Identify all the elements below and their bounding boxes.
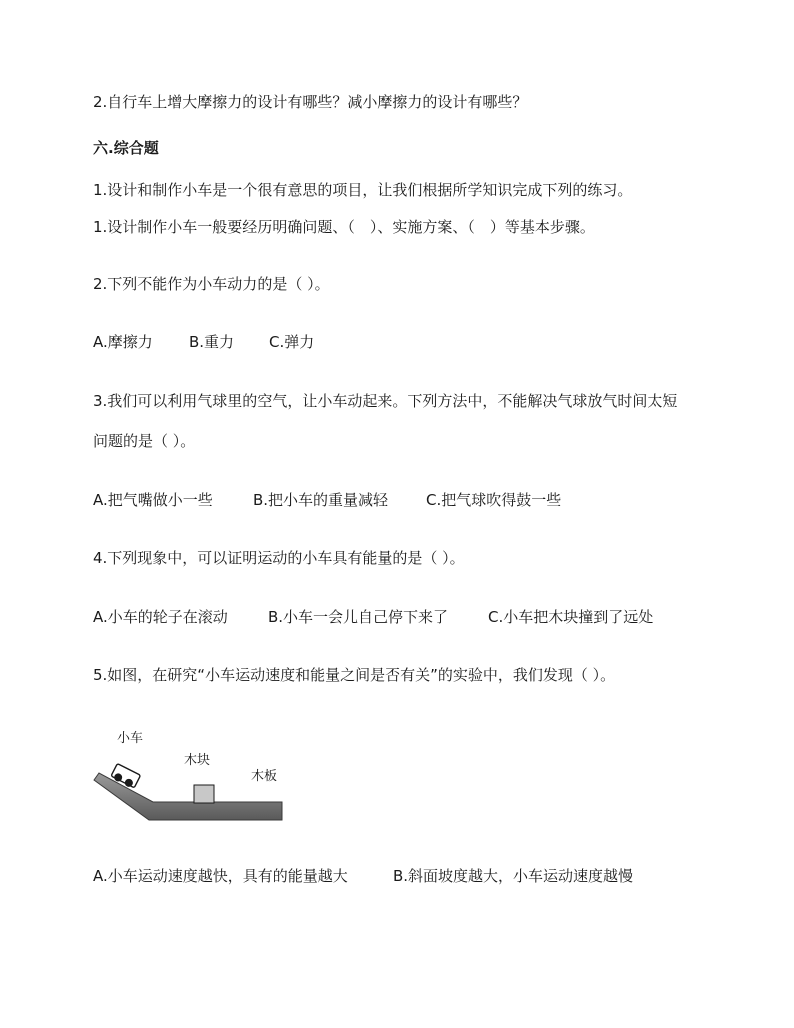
question-2: 2.下列不能作为小车动力的是（ ）。 xyxy=(93,275,330,293)
ramp-experiment-diagram xyxy=(92,722,292,832)
option-b[interactable]: B.小车一会儿自己停下来了 xyxy=(268,608,449,626)
wood-block xyxy=(194,785,214,803)
question-5: 5.如图，在研究“小车运动速度和能量之间是否有关”的实验中，我们发现（ ）。 xyxy=(93,666,616,684)
question-1: 1.设计制作小车一般要经历明确问题、（ ）、实施方案、（ ）等基本步骤。 xyxy=(93,218,595,236)
label-car: 小车 xyxy=(117,731,144,746)
option-b[interactable]: B.斜面坡度越大，小车运动速度越慢 xyxy=(393,867,634,885)
question-4-options xyxy=(93,607,653,627)
question-3-line-1: 3.我们可以利用气球里的空气，让小车动起来。下列方法中，不能解决气球放气时间太短 xyxy=(93,392,678,410)
option-a[interactable]: A.把气嘴做小一些 xyxy=(93,491,213,509)
option-a[interactable]: A.摩擦力 xyxy=(93,333,153,351)
section-heading: 六.综合题 xyxy=(93,139,159,157)
question-2-options xyxy=(93,332,314,352)
option-a[interactable]: A.小车运动速度越快，具有的能量越大 xyxy=(93,867,348,885)
question-3-options xyxy=(93,490,561,510)
option-a[interactable]: A.小车的轮子在滚动 xyxy=(93,608,228,626)
previous-question: 2.自行车上增大摩擦力的设计有哪些？减小摩擦力的设计有哪些？ xyxy=(93,93,528,111)
option-b[interactable]: B.重力 xyxy=(189,333,235,351)
label-board: 木板 xyxy=(251,769,278,784)
option-b[interactable]: B.把小车的重量减轻 xyxy=(253,491,389,509)
option-c[interactable]: C.弹力 xyxy=(269,333,315,351)
question-3-line-2: 问题的是（ ）。 xyxy=(93,432,196,450)
option-c[interactable]: C.小车把木块撞到了远处 xyxy=(488,608,654,626)
intro-text: 1.设计和制作小车是一个很有意思的项目，让我们根据所学知识完成下列的练习。 xyxy=(93,181,633,199)
question-4: 4.下列现象中，可以证明运动的小车具有能量的是（ ）。 xyxy=(93,549,465,567)
label-block: 木块 xyxy=(184,753,211,768)
option-c[interactable]: C.把气球吹得鼓一些 xyxy=(426,491,562,509)
question-5-options xyxy=(93,866,633,886)
